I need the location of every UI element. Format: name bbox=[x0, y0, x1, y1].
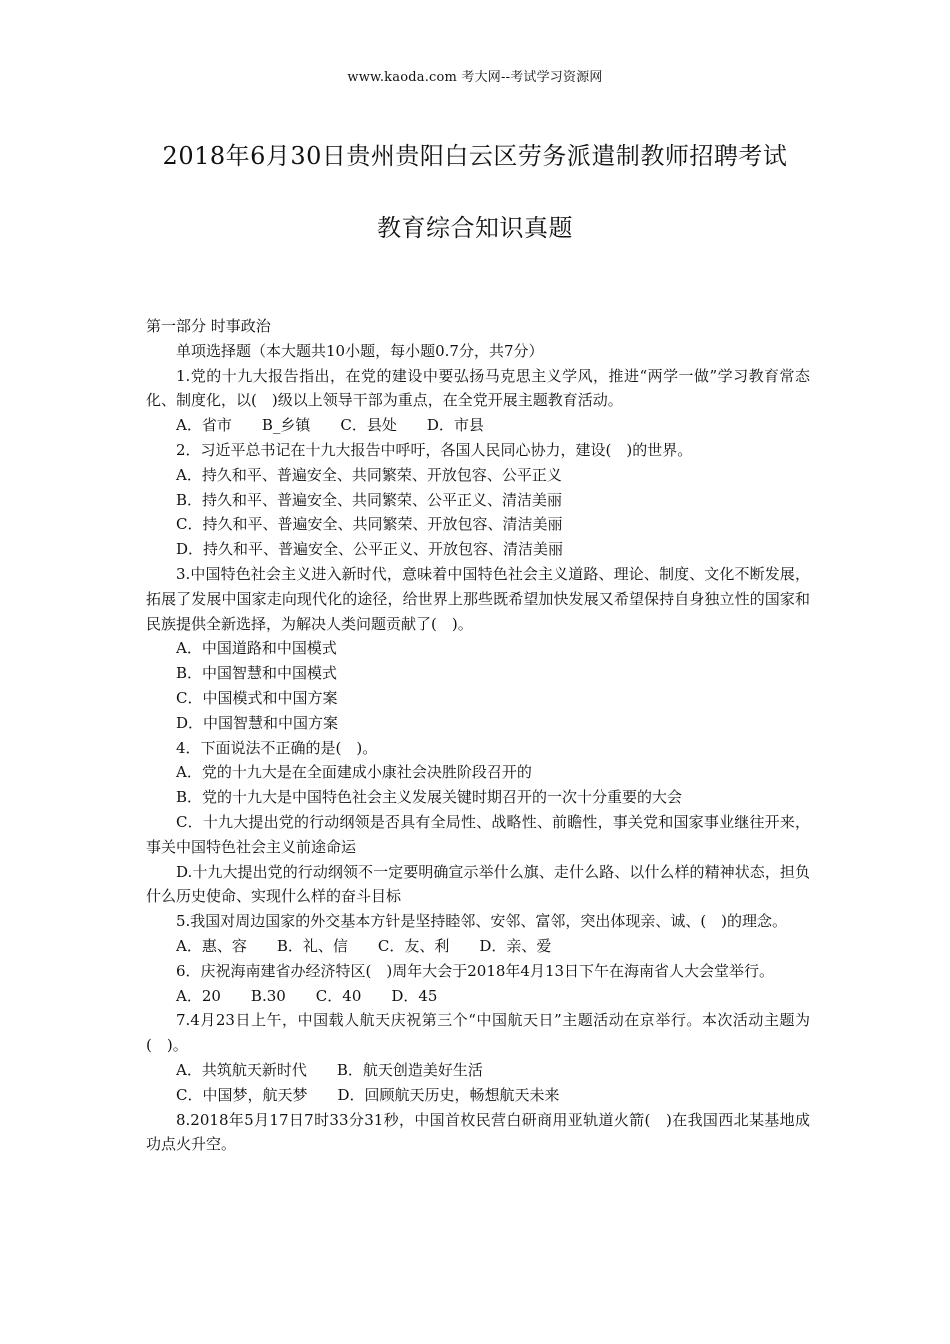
option-line: D．持久和平、普遍安全、公平正义、开放包容、清洁美丽 bbox=[176, 540, 564, 559]
question-text: 7.4月23日上午，中国载人航天庆祝第三个“中国航天日”主题活动在京举行。本次活动主题为( )。 bbox=[146, 1011, 810, 1055]
question-text: 8.2018年5月17日7时33分31秒，中国首枚民营白研商用亚轨道火箭( )在我国西北某基地成功点火升空。 bbox=[146, 1110, 810, 1154]
option-line: A．共筑航天新时代 B．航天创造美好生活 bbox=[176, 1060, 483, 1079]
option-line: A．省市 B_乡镇 C．县处 D．市县 bbox=[176, 416, 484, 435]
option-line: B．持久和平、普遍安全、共同繁荣、公平正义、清洁美丽 bbox=[176, 490, 563, 509]
question-text: 5.我国对周边国家的外交基本方针是坚持睦邻、安邻、富邻，突出体现亲、诚、( )的理念。 bbox=[176, 912, 788, 931]
option-line: B．党的十九大是中国特色社会主义发展关键时期召开的一次十分重要的大会 bbox=[176, 788, 683, 807]
option-line: C．持久和平、普遍安全、共同繁荣、开放包容、清洁美丽 bbox=[176, 515, 563, 534]
option-line: A．中国道路和中国模式 bbox=[176, 639, 337, 658]
site-header: www.kaoda.com 考大网--考试学习资源网 bbox=[347, 70, 603, 85]
section-heading: 第一部分 时事政治 bbox=[146, 317, 271, 335]
question-text: 3.中国特色社会主义进入新时代，意味着中国特色社会主义道路、理论、制度、文化不断发展，拓展了发展中国家走向现代化的途径，给世界上那些既希望加快发展又希望保持自身独立性的国家和民族提供全新选择，为解决人类问题贡献了( )。 bbox=[146, 564, 810, 633]
page-subtitle: 教育综合知识真题 bbox=[377, 214, 573, 242]
option-line: B．中国智慧和中国模式 bbox=[176, 664, 338, 683]
instruction-text: 单项选择题（本大题共10小题，每小题0.7分，共7分） bbox=[176, 341, 544, 360]
option-line: A．20 B.30 C．40 D．45 bbox=[176, 986, 438, 1005]
option-line: A．惠、容 B．礼、信 C．友、利 D．亲、爱 bbox=[176, 936, 552, 955]
question-text: 6．庆祝海南建省办经济特区( )周年大会于2018年4月13日下午在海南省人大会堂举行。 bbox=[176, 961, 775, 980]
question-text: D.十九大提出党的行动纲领不一定要明确宣示举什么旗、走什么路、以什么样的精神状态，担负什么历史使命、实现什么样的奋斗目标 bbox=[146, 862, 810, 906]
option-line: D．中国智慧和中国方案 bbox=[176, 713, 339, 732]
option-line: A．党的十九大是在全面建成小康社会决胜阶段召开的 bbox=[176, 763, 532, 782]
option-line: C．中国梦，航天梦 D．回顾航天历史，畅想航天未来 bbox=[176, 1085, 560, 1104]
question-text: 2．习近平总书记在十九大报告中呼吁，各国人民同心协力，建设( )的世界。 bbox=[176, 440, 693, 459]
option-line: C．中国模式和中国方案 bbox=[176, 688, 338, 707]
question-text: 1.党的十九大报告指出，在党的建设中要弘扬马克思主义学风，推进“两学一做”学习教育常态化、制度化，以( )级以上领导干部为重点，在全党开展主题教育活动。 bbox=[146, 366, 810, 410]
question-text: C．十九大提出党的行动纲领是否具有全局性、战略性、前瞻性，事关党和国家事业继往开来，事关中国特色社会主义前途命运 bbox=[146, 812, 810, 856]
page-title: 2018年6月30日贵州贵阳白云区劳务派遣制教师招聘考试 bbox=[162, 142, 788, 170]
question-text: 4．下面说法不正确的是( )。 bbox=[176, 738, 378, 757]
option-line: A．持久和平、普遍安全、共同繁荣、开放包容、公平正义 bbox=[176, 465, 562, 484]
exam-body bbox=[146, 314, 810, 1157]
